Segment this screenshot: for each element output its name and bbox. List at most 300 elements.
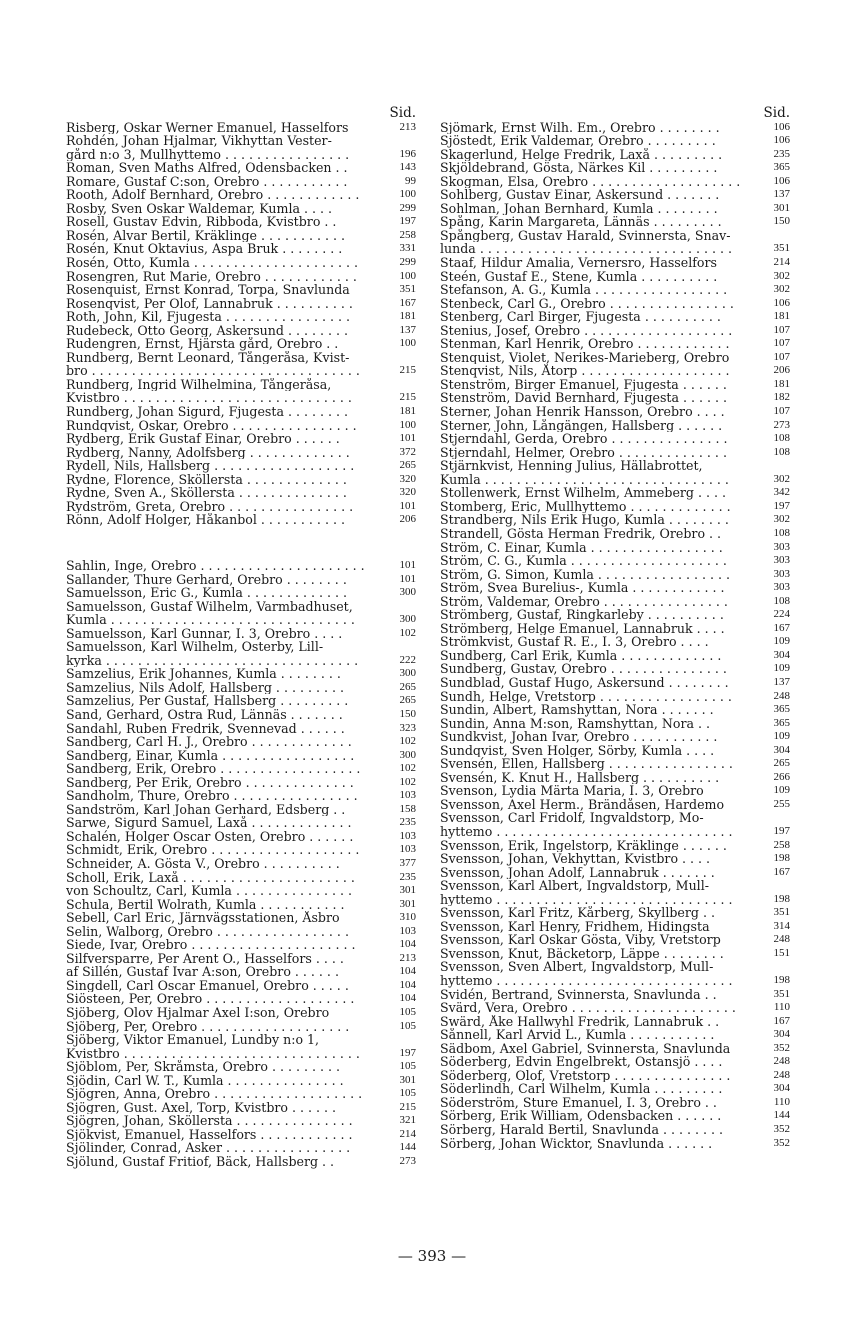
entry-page-number: 320: [399, 486, 416, 499]
entry-page-number: 331: [399, 242, 416, 255]
index-entry: [66, 871, 416, 885]
index-entry: [440, 405, 790, 419]
entry-page-number: 110: [773, 1001, 790, 1014]
entry-page-number: 198: [773, 974, 790, 986]
entry-name: Samuelsson, Gustaf Wilhelm, Varmbadhuset,: [66, 599, 353, 614]
entry-page-number: 206: [399, 513, 416, 526]
index-entry: [66, 1141, 416, 1155]
entry-name: af Sillén, Gustaf Ivar A:son, Örebro . . . . . .: [66, 965, 339, 979]
entry-page-number: 104: [399, 978, 416, 991]
entry-name: Sohlberg, Gustav Einar, Askersund . . . . . . .: [440, 188, 720, 202]
index-entry: [440, 893, 790, 907]
entry-page-number: 110: [773, 1095, 790, 1108]
entry-page-number: 143: [399, 161, 416, 174]
index-entry: [440, 202, 790, 216]
entry-page-number: 265: [399, 680, 416, 693]
index-entry: [440, 988, 790, 1002]
index-entry: [440, 1042, 790, 1056]
index-entry: [440, 283, 790, 297]
index-entry: [66, 446, 416, 460]
index-entry: [66, 749, 416, 763]
entry-name: Svensson, Karl Albert, Ingvaldstorp, Mull-: [440, 879, 709, 893]
entry-page-number: 300: [399, 748, 416, 761]
index-entry: [440, 419, 790, 433]
index-entry: [66, 925, 416, 939]
entry-page-number: 167: [773, 1014, 790, 1027]
index-entry: [440, 513, 790, 527]
entry-name: Schalén, Holger Oscar Östen, Örebro . . . . . .: [66, 829, 354, 844]
index-entry: [66, 938, 416, 952]
index-entry: [440, 1028, 790, 1042]
index-entry: [66, 1006, 416, 1020]
entry-page-number: 351: [399, 283, 416, 296]
entry-name: Söderlindh, Carl Wilhelm, Kumla . . . . . . . . .: [440, 1082, 723, 1096]
entry-name: Sandberg, Per Erik, Örebro . . . . . . . . . . . . . .: [66, 775, 354, 790]
entry-name: Siösteen, Per, Örebro . . . . . . . . . . . . . . . . . . .: [66, 992, 355, 1006]
index-entry: [66, 979, 416, 993]
entry-name: Svensson, Sven Albert, Ingvaldstorp, Mull-: [440, 960, 714, 974]
entry-name: Rosell, Gustav Edvin, Ribboda, Kvistbro . .: [66, 215, 337, 229]
entry-page-number: 304: [773, 1082, 790, 1095]
index-entry: [66, 297, 416, 311]
entry-page-number: 304: [773, 743, 790, 756]
index-entry: [66, 857, 416, 871]
entry-name: Staaf, Hildur Amalia, Vernersro, Hasselfors: [440, 256, 717, 270]
entry-name: Singdell, Carl Oscar Emanuel, Örebro . . . . .: [66, 978, 349, 993]
index-entry: [440, 662, 790, 676]
index-entry: [66, 175, 416, 189]
entry-name: Rydberg, Nanny, Adolfsberg . . . . . . . . . . . . .: [66, 445, 350, 460]
index-entry: [440, 121, 790, 135]
entry-page-number: 301: [399, 884, 416, 897]
entry-name: Sandberg, Carl H. J., Örebro . . . . . . . . . . . . .: [66, 735, 352, 749]
index-entry: [440, 771, 790, 785]
entry-name: Söderberg, Edvin Engelbrekt, Östansjö . . . .: [440, 1055, 723, 1069]
entry-name: Svensson, Johan Adolf, Lannabruk . . . . . . .: [440, 865, 715, 880]
entry-name: Strömberg, Helge Emanuel, Lannabruk . . . .: [440, 621, 725, 636]
entry-name: Skogman, Elsa, Örebro . . . . . . . . . . . . . . . . . . .: [440, 174, 741, 189]
entry-name: Sandström, Karl Johan Gerhard, Edsberg . .: [66, 802, 346, 817]
entry-page-number: 299: [399, 256, 416, 269]
entry-name: Strömberg, Gustaf, Ringkarleby . . . . . . . . . .: [440, 608, 724, 622]
entry-name: Kumla . . . . . . . . . . . . . . . . . . . . . . . . . . . . . . .: [440, 472, 729, 487]
index-entry: [66, 640, 416, 654]
entry-page-number: 103: [399, 924, 416, 937]
entry-page-number: 102: [399, 775, 416, 788]
entry-page-number: 265: [399, 694, 416, 707]
entry-name: Sterner, John, Långängen, Hallsberg . . . . . .: [440, 418, 723, 433]
index-entry: [440, 757, 790, 771]
entry-page-number: 106: [773, 296, 790, 309]
entry-page-number: 352: [773, 1123, 790, 1136]
index-entry: [66, 600, 416, 614]
entry-page-number: 224: [773, 608, 790, 621]
index-entry: [66, 1074, 416, 1088]
index-entry: [66, 965, 416, 979]
entry-name: Sundin, Anna M:son, Ramshyttan, Nora . .: [440, 716, 710, 731]
entry-page-number: 103: [399, 843, 416, 856]
entry-name: Sandholm, Thure, Örebro . . . . . . . . . . . . . . . .: [66, 789, 358, 803]
entry-name: Svensson, Carl Fridolf, Ingvaldstorp, Mo-: [440, 811, 704, 825]
index-entry: [440, 161, 790, 175]
entry-page-number: 99: [405, 174, 416, 187]
entry-name: Rundberg, Ingrid Wilhelmina, Tångeråsa,: [66, 377, 332, 392]
index-entry: [440, 215, 790, 229]
entry-name: Rundqvist, Oskar, Örebro . . . . . . . . . . . . . . . .: [66, 418, 357, 433]
entry-page-number: 109: [773, 635, 790, 648]
page-number-footer: — 393 —: [397, 1247, 467, 1265]
index-entry: [440, 175, 790, 189]
entry-name: Svensson, Knut, Bäcketorp, Läppe . . . . . . . .: [440, 946, 724, 961]
index-entry: [440, 608, 790, 622]
entry-page-number: 107: [773, 405, 790, 418]
entry-name: Sjöberg, Viktor Emanuel, Lundby n:o 1,: [66, 1033, 320, 1047]
entry-page-number: 150: [773, 215, 790, 228]
index-entry: [440, 351, 790, 365]
index-entry: [66, 586, 416, 600]
entry-name: Stenberg, Carl Birger, Fjugesta . . . . . . . . . .: [440, 310, 721, 324]
entry-name: Risberg, Oskar Werner Emanuel, Hasselfors: [66, 120, 349, 135]
index-entry: [66, 1101, 416, 1115]
entry-page-number: 352: [773, 1136, 790, 1149]
entry-name: Rosenqvist, Per Olof, Lannabruk . . . . . . . . . .: [66, 296, 353, 311]
index-entry: [440, 1001, 790, 1015]
entry-name: Stenquist, Violet, Nerikes-Marieberg, Örebro: [440, 350, 730, 365]
index-entry: [440, 960, 790, 974]
entry-page-number: 109: [773, 784, 790, 797]
entry-name: Stenman, Karl Henrik, Örebro . . . . . . . . . . . .: [440, 337, 730, 351]
index-entry: [66, 405, 416, 419]
index-entry: [66, 215, 416, 229]
entry-page-number: 197: [773, 499, 790, 512]
entry-page-number: 301: [773, 201, 790, 214]
index-entry: [66, 283, 416, 297]
entry-name: Rydell, Nils, Hallsberg . . . . . . . . . . . . . . . . . .: [66, 459, 355, 473]
index-entry: [440, 1096, 790, 1110]
entry-name: Sånnell, Karl Arvid L., Kumla . . . . . . . . . . .: [440, 1028, 715, 1042]
entry-name: Ström, Valdemar, Örebro . . . . . . . . . . . . . . . .: [440, 594, 728, 609]
entry-name: Samzelius, Per Gustaf, Hallsberg . . . . . . . . .: [66, 694, 349, 708]
entry-page-number: 303: [773, 540, 790, 553]
entry-page-number: 102: [399, 762, 416, 775]
index-entry: [66, 351, 416, 365]
entry-name: bro . . . . . . . . . . . . . . . . . . . . . . . . . . . . . . . . . .: [66, 364, 360, 378]
index-entry: [66, 188, 416, 202]
entry-page-number: 104: [399, 965, 416, 978]
entry-name: Skagerlund, Helge Fredrik, Laxå . . . . . . . . .: [440, 147, 723, 162]
entry-page-number: 248: [773, 689, 790, 702]
entry-name: Scholl, Erik, Laxå . . . . . . . . . . . . . . . . . . . . . .: [66, 870, 355, 885]
entry-page-number: 302: [773, 472, 790, 485]
entry-name: Svensson, Johan, Vekhyttan, Kvistbro . . . .: [440, 852, 711, 866]
entry-name: kyrka . . . . . . . . . . . . . . . . . . . . . . . . . . . . . . . .: [66, 653, 359, 668]
entry-page-number: 158: [399, 802, 416, 815]
entry-page-number: 181: [399, 405, 416, 418]
entry-name: Rydberg, Erik Gustaf Einar, Örebro . . . . . .: [66, 432, 340, 446]
entry-name: Samzelius, Erik Johannes, Kumla . . . . . . . .: [66, 667, 341, 681]
entry-page-number: 151: [773, 946, 790, 959]
entry-page-number: 365: [773, 161, 790, 174]
entry-page-number: 303: [773, 567, 790, 580]
index-entry: [66, 1047, 416, 1061]
entry-page-number: 198: [773, 892, 790, 905]
entry-name: Svensén, Ellen, Hallsberg . . . . . . . . . . . . . . . .: [440, 757, 733, 771]
index-entry: [440, 568, 790, 582]
entry-name: Söderberg, Olof, Vretstorp . . . . . . . . . . . . . . .: [440, 1068, 731, 1083]
index-entry: [66, 735, 416, 749]
entry-name: Spång, Karin Margareta, Lännäs . . . . . . . . .: [440, 215, 722, 229]
entry-name: Sundberg, Carl Erik, Kumla . . . . . . . . . . . . .: [440, 648, 722, 663]
entry-name: Stenqvist, Nils, Åtorp . . . . . . . . . . . . . . . . . . .: [440, 364, 730, 378]
entry-page-number: 109: [773, 730, 790, 743]
entry-name: Rundberg, Bernt Leonard, Tångeråsa, Kvist-: [66, 350, 350, 365]
index-entry: [66, 513, 416, 527]
entry-page-number: 248: [773, 933, 790, 946]
entry-page-number: 196: [399, 147, 416, 160]
entry-name: Sörberg, Johan Wicktor, Snavlunda . . . . . .: [440, 1136, 713, 1151]
entry-page-number: 323: [399, 721, 416, 734]
index-entry: [66, 681, 416, 695]
entry-page-number: 302: [773, 269, 790, 282]
index-entry: [440, 1082, 790, 1096]
index-entry: [66, 559, 416, 573]
entry-page-number: 377: [399, 856, 416, 869]
index-entry: [66, 667, 416, 681]
entry-page-number: 150: [399, 707, 416, 720]
entry-name: Samuelsson, Karl Wilhelm, Österby, Lill-: [66, 640, 324, 654]
entry-name: Rönn, Adolf Holger, Håkanbol . . . . . . . . . . .: [66, 513, 345, 527]
entry-page-number: 266: [773, 770, 790, 783]
index-entry: [66, 1060, 416, 1074]
entry-page-number: 265: [399, 459, 416, 472]
index-entry: [66, 419, 416, 433]
index-entry: [440, 500, 790, 514]
entry-page-number: 215: [399, 1100, 416, 1113]
index-entry: [440, 310, 790, 324]
index-entry: [440, 473, 790, 487]
entry-name: Steén, Gustaf E., Stene, Kumla . . . . . . . . . .: [440, 269, 718, 284]
index-entry: [66, 270, 416, 284]
entry-name: Kvistbro . . . . . . . . . . . . . . . . . . . . . . . . . . . . . .: [66, 1046, 360, 1061]
entry-page-number: 197: [399, 215, 416, 228]
entry-name: Svensson, Karl Henry, Fridhem, Hidingsta: [440, 919, 710, 934]
index-entry: [66, 134, 416, 148]
index-entry: [440, 541, 790, 555]
entry-page-number: 108: [773, 445, 790, 458]
entry-page-number: 222: [399, 653, 416, 666]
index-entry: [440, 242, 790, 256]
entry-name: Spångberg, Gustav Harald, Svinnersta, Snav-: [440, 228, 731, 243]
entry-name: Rydne, Florence, Sköllersta . . . . . . . . . . . . .: [66, 472, 347, 487]
entry-page-number: 167: [773, 865, 790, 878]
entry-page-number: 137: [399, 323, 416, 336]
entry-name: Samuelsson, Eric G., Kumla . . . . . . . . . . . . .: [66, 586, 348, 600]
index-entry: [66, 391, 416, 405]
entry-name: Siede, Ivar, Örebro . . . . . . . . . . . . . . . . . . . . .: [66, 938, 356, 952]
index-entry: [440, 256, 790, 270]
index-entry: [66, 1114, 416, 1128]
entry-name: Rydström, Greta, Örebro . . . . . . . . . . . . . . . .: [66, 499, 354, 514]
index-entry: [66, 1128, 416, 1142]
index-entry: [66, 1155, 416, 1169]
index-entry: [66, 762, 416, 776]
entry-page-number: 206: [773, 364, 790, 377]
entry-page-number: 105: [399, 1087, 416, 1100]
entry-page-number: 351: [773, 906, 790, 919]
entry-page-number: 342: [773, 486, 790, 499]
index-entry: [440, 1015, 790, 1029]
index-entry: [440, 1055, 790, 1069]
entry-name: Sohlman, Johan Bernhard, Kumla . . . . . . . .: [440, 201, 718, 216]
entry-page-number: 248: [773, 1068, 790, 1081]
index-entry: [66, 654, 416, 668]
index-entry: [440, 933, 790, 947]
entry-name: Kvistbro . . . . . . . . . . . . . . . . . . . . . . . . . . . . .: [66, 391, 352, 406]
entry-name: Sjökvist, Emanuel, Hasselfors . . . . . . . . . . . .: [66, 1127, 353, 1142]
entry-name: Roman, Sven Maths Alfred, Odensbacken . .: [66, 161, 348, 175]
index-entry: [440, 622, 790, 636]
entry-page-number: 321: [399, 1114, 416, 1127]
entry-name: Stjärnkvist, Henning Julius, Hällabrottet,: [440, 459, 703, 473]
index-entry: [66, 884, 416, 898]
index-entry: [440, 784, 790, 798]
entry-name: Sjöberg, Per, Örebro . . . . . . . . . . . . . . . . . . .: [66, 1019, 350, 1034]
entry-page-number: 258: [399, 228, 416, 241]
entry-name: Stefanson, A. G., Kumla . . . . . . . . . . . . . . . . .: [440, 283, 728, 297]
entry-page-number: 137: [773, 188, 790, 201]
index-entry: [66, 1020, 416, 1034]
entry-name: Sallander, Thure Gerhard, Örebro . . . . . . . .: [66, 572, 347, 587]
entry-name: Rosenquist, Ernst Konrad, Torpa, Snavlunda: [66, 283, 350, 297]
entry-name: Romare, Gustaf C:son, Örebro . . . . . . . . . . .: [66, 174, 348, 189]
entry-name: Sjöblom, Per, Skråmsta, Örebro . . . . . . . . .: [66, 1060, 341, 1074]
index-entry: [440, 270, 790, 284]
entry-name: Sjölund, Gustaf Fritiof, Bäck, Hallsberg . .: [66, 1155, 335, 1169]
entry-name: Svensson, Erik, Ingelstorp, Kräklinge . . . . . .: [440, 838, 727, 853]
entry-page-number: 302: [773, 283, 790, 296]
entry-name: Sundkvist, Johan Ivar, Örebro . . . . . . . . . . .: [440, 730, 718, 744]
entry-name: Rudebeck, Otto Georg, Askersund . . . . . . . .: [66, 323, 348, 338]
entry-name: Sjödin, Carl W. T., Kumla . . . . . . . . . . . . . . .: [66, 1073, 344, 1088]
entry-name: Sundin, Albert, Ramshyttan, Nora . . . . . . .: [440, 703, 714, 717]
index-entry: [440, 920, 790, 934]
index-entry: [440, 391, 790, 405]
entry-page-number: 104: [399, 992, 416, 1005]
index-entry: [66, 992, 416, 1006]
index-entry: [440, 906, 790, 920]
entry-page-number: 181: [773, 310, 790, 323]
index-entry: [440, 974, 790, 988]
entry-name: Stjerndahl, Helmer, Örebro . . . . . . . . . . . . . .: [440, 445, 727, 460]
index-entry: [440, 703, 790, 717]
entry-name: Rydne, Sven A., Sköllersta . . . . . . . . . . . . . .: [66, 486, 347, 500]
index-entry: [66, 229, 416, 243]
entry-page-number: 299: [399, 201, 416, 214]
entry-page-number: 301: [399, 897, 416, 910]
entry-page-number: 365: [773, 703, 790, 716]
index-entry: [66, 310, 416, 324]
index-entry: [440, 730, 790, 744]
entry-name: Stenius, Josef, Örebro . . . . . . . . . . . . . . . . . . .: [440, 323, 733, 338]
index-entry: [66, 627, 416, 641]
entry-page-number: 273: [773, 418, 790, 431]
index-entry: [440, 649, 790, 663]
entry-name: Sahlin, Inge, Örebro . . . . . . . . . . . . . . . . . . . . .: [66, 558, 365, 573]
entry-name: Samuelsson, Karl Gunnar, I. 3, Örebro . . . .: [66, 626, 343, 641]
entry-page-number: 372: [399, 445, 416, 458]
entry-name: Swärd, Åke Hallwyhl Fredrik, Lannabruk . .: [440, 1014, 720, 1029]
index-entry: [440, 839, 790, 853]
entry-page-number: 214: [773, 256, 790, 269]
entry-page-number: 351: [773, 242, 790, 255]
entry-page-number: 167: [773, 621, 790, 634]
entry-page-number: 105: [399, 1006, 416, 1018]
entry-name: Sandahl, Ruben Fredrik, Svennevad . . . . . .: [66, 721, 345, 736]
entry-page-number: 302: [773, 513, 790, 526]
index-entry: [440, 527, 790, 541]
index-entry: [440, 852, 790, 866]
index-entry: [66, 121, 416, 135]
entry-page-number: 214: [399, 1127, 416, 1140]
index-entry: [66, 803, 416, 817]
entry-name: Sädbom, Axel Gabriel, Svinnersta, Snavlunda: [440, 1041, 731, 1056]
entry-page-number: 235: [773, 147, 790, 160]
index-entry: [66, 722, 416, 736]
entry-name: Stjerndahl, Gerda, Örebro . . . . . . . . . . . . . . .: [440, 432, 728, 446]
index-column-left: [66, 107, 416, 1169]
entry-name: Stenbeck, Carl G., Örebro . . . . . . . . . . . . . . . .: [440, 296, 734, 311]
entry-name: Rosby, Sven Oskar Waldemar, Kumla . . . .: [66, 201, 333, 216]
entry-page-number: 101: [399, 499, 416, 512]
entry-name: Rooth, Adolf Bernhard, Örebro . . . . . . . . . . . .: [66, 188, 360, 202]
index-entry: [66, 459, 416, 473]
entry-page-number: 304: [773, 1028, 790, 1041]
entry-page-number: 304: [773, 648, 790, 661]
entry-page-number: 198: [773, 852, 790, 865]
index-entry: [440, 554, 790, 568]
entry-page-number: 213: [399, 951, 416, 964]
entry-name: Stomberg, Eric, Mullhyttemo . . . . . . . . . . . . .: [440, 499, 731, 514]
index-entry: [440, 879, 790, 893]
entry-name: Svenson, Lydia Märta Maria, I. 3, Örebro: [440, 784, 704, 798]
index-entry: [66, 242, 416, 256]
index-entry: [440, 581, 790, 595]
page-ref-header-left: Sid.: [389, 105, 416, 121]
entry-name: Sjögren, Gust. Axel, Torp, Kvistbro . . . . . .: [66, 1100, 337, 1115]
entry-name: Svärd, Vera, Örebro . . . . . . . . . . . . . . . . . . . . .: [440, 1001, 736, 1015]
entry-name: Svensson, Axel Herm., Brändåsen, Hardemo: [440, 797, 725, 812]
entry-page-number: 109: [773, 662, 790, 675]
entry-name: Skjöldebrand, Gösta, Närkes Kil . . . . . . . . .: [440, 161, 718, 175]
entry-page-number: 101: [399, 432, 416, 445]
entry-page-number: 100: [399, 188, 416, 201]
entry-page-number: 314: [773, 919, 790, 932]
index-entry: [440, 459, 790, 473]
entry-name: Svensén, K. Knut H., Hallsberg . . . . . . . . . .: [440, 770, 720, 785]
entry-page-number: 303: [773, 581, 790, 594]
index-entry: [66, 1033, 416, 1047]
index-entry: [440, 1069, 790, 1083]
entry-page-number: 301: [399, 1073, 416, 1086]
index-entry: [66, 1087, 416, 1101]
index-entry: [440, 229, 790, 243]
entry-name: Svidén, Bertrand, Svinnersta, Snavlunda . .: [440, 987, 717, 1002]
index-entry: [440, 1123, 790, 1137]
entry-name: Söderström, Sture Emanuel, I. 3, Örebro . .: [440, 1095, 717, 1110]
entry-page-number: 108: [773, 594, 790, 607]
entry-page-number: 215: [399, 391, 416, 404]
entry-name: Sebell, Carl Eric, Järnvägsstationen, Åsbro: [66, 911, 340, 925]
